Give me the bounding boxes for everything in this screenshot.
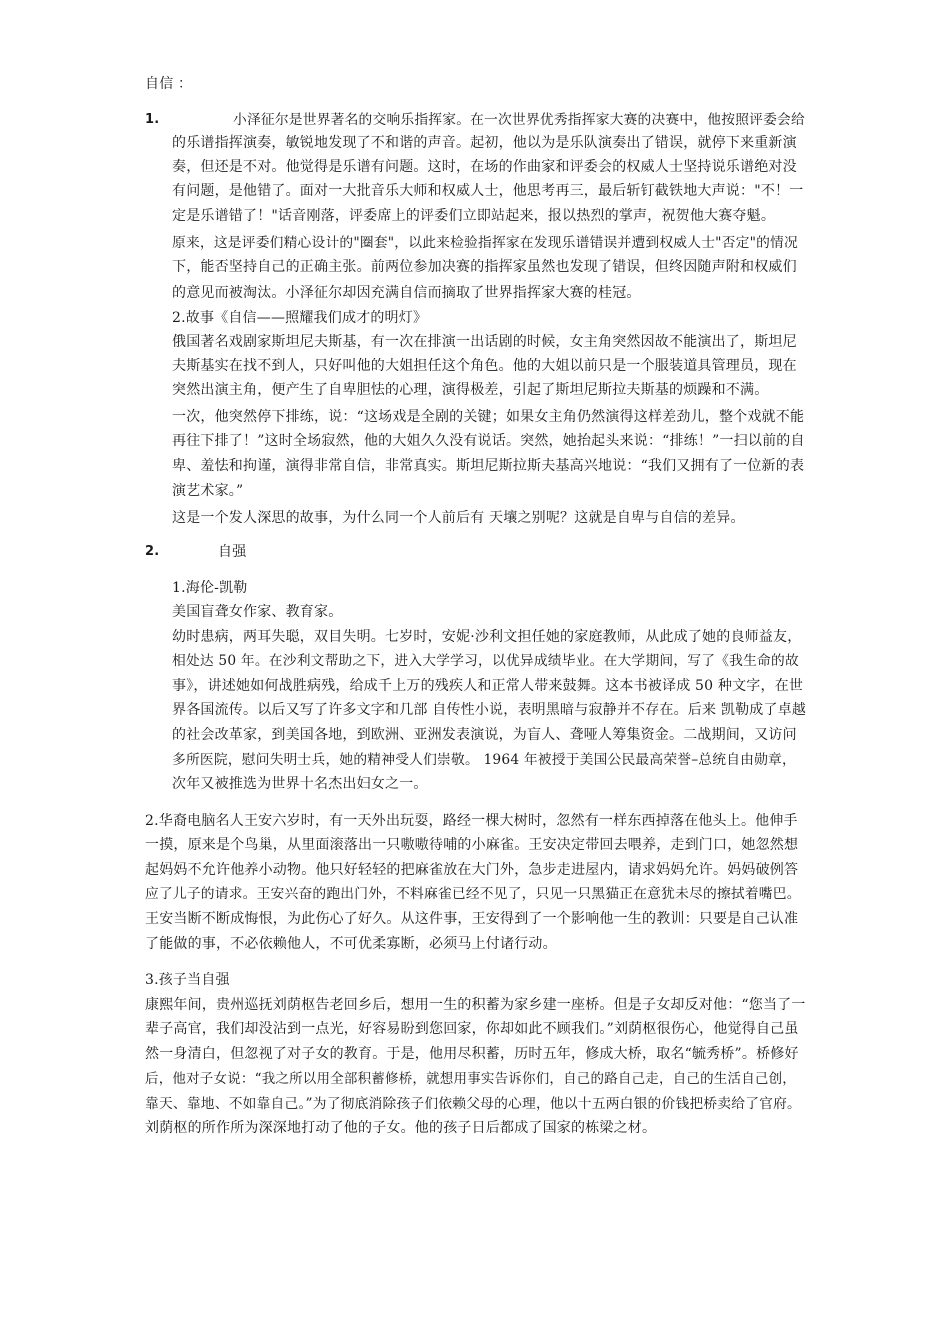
paragraph-line: 康熙年间，贵州巡抚刘荫枢告老回乡后，想用一生的积蓄为家乡建一座桥。但是子女却反对他：“您当了一: [145, 997, 806, 1013]
paragraph-line: 突然出演主角，便产生了自卑胆怯的心理，演得极差，引起了斯坦尼斯拉夫斯基的烦躁和不满。: [172, 382, 769, 398]
paragraph-line: 多所医院，慰问失明士兵，她的精神受人们崇敬。 1964 年被授于美国公民最高荣誉–总统自由勋章，: [172, 752, 796, 768]
paragraph-line: 王安当断不断成悔恨，为此伤心了好久。从这件事，王安得到了一个影响他一生的教训：只要是自己认准: [145, 911, 799, 927]
paragraph-line: 次年又被推选为世界十名杰出妇女之一。: [172, 776, 428, 792]
paragraph-line: 的乐谱指挥演奏，敏锐地发现了不和谐的声音。起初，他以为是乐队演奏出了错误，就停下来重新演: [172, 135, 797, 151]
paragraph-line: 靠天、靠地、不如靠自己。”为了彻底消除孩子们依赖父母的心理，他以十五两白银的价钱把桥卖给了官府。: [145, 1096, 802, 1112]
paragraph-line: 卑、羞怯和拘谨，演得非常自信，非常真实。斯坦尼斯拉斯夫基高兴地说：“我们又拥有了一位新的表: [172, 458, 805, 474]
paragraph-line: 一次，他突然停下排练，说：“这场戏是全剧的关键；如果女主角仍然演得这样差劲儿，整个戏就不能: [172, 409, 805, 425]
doc-title: 自信 ：: [145, 76, 193, 92]
paragraph-line: 原来，这是评委们精心设计的"圈套"，以此来检验指挥家在发现乐谱错误并遭到权威人士"否定"的情况: [172, 235, 798, 251]
paragraph-line: 这是一个发人深思的故事，为什么同一个人前后有 天壤之别呢？这就是自卑与自信的差异。: [172, 510, 745, 526]
paragraph-line: 相处达 50 年。在沙利文帮助之下，进入大学学习，以优异成绩毕业。在大学期间，写了《我生命的故: [172, 653, 799, 669]
paragraph-line: 起妈妈不允许他养小动物。他只好轻轻的把麻雀放在大门外，急步走进屋内，请求妈妈允许。妈妈破例答: [145, 862, 799, 878]
paragraph-line: 应了儿子的请求。王安兴奋的跑出门外，不料麻雀已经不见了，只见一只黑猫正在意犹未尽的擦拭着嘴巴。: [145, 886, 801, 902]
paragraph-line: 小泽征尔是世界著名的交响乐指挥家。在一次世界优秀指挥家大赛的决赛中，他按照评委会给: [233, 112, 805, 128]
section-2-number: 2.: [145, 544, 160, 559]
story-heading: 2.故事《自信——照耀我们成才的明灯》: [172, 310, 428, 326]
paragraph-line: 辈子高官，我们却没沾到一点光，好容易盼到您回家，你却如此不顾我们。”刘荫枢很伤心，他觉得自己虽: [145, 1021, 799, 1037]
paragraph-line: 了能做的事，不必依赖他人，不可优柔寡断，必须马上付诸行动。: [145, 936, 557, 952]
paragraph-line: 2.华裔电脑名人王安六岁时，有一天外出玩耍，路经一棵大树时，忽然有一样东西掉落在他头上。他伸手: [145, 813, 798, 829]
paragraph-line: 的社会改革家，到美国各地，到欧洲、亚洲发表演说，为盲人、聋哑人筹集资金。二战期间，又访问: [172, 727, 797, 743]
paragraph-line: 美国盲聋女作家、教育家。: [172, 604, 343, 620]
subsection-heading: 1.海伦-凯勒: [172, 580, 248, 596]
paragraph-line: 一摸，原来是个鸟巢，从里面滚落出一只嗷嗷待哺的小麻雀。王安决定带回去喂养，走到门口，她忽然想: [145, 837, 799, 853]
paragraph-line: 奏，但还是不对。他觉得是乐谱有问题。这时，在场的作曲家和评委会的权威人士坚持说乐谱绝对没: [172, 159, 797, 175]
paragraph-line: 夫斯基实在找不到人，只好叫他的大姐担任这个角色。他的大姐以前只是一个服装道具管理员，现在: [172, 358, 797, 374]
paragraph-line: 再往下排了！”这时全场寂然，他的大姐久久没有说话。突然，她抬起头来说：“排练！”一扫以前的自: [172, 433, 805, 449]
paragraph-line: 后，他对子女说：“我之所以用全部积蓄修桥，就想用事实告诉你们，自己的路自己走，自己的生活自己创，: [145, 1071, 797, 1087]
paragraph-line: 俄国著名戏剧家斯坦尼夫斯基，有一次在排演一出话剧的时候，女主角突然因故不能演出了，斯坦尼: [172, 334, 797, 350]
paragraph-line: 幼时患病，两耳失聪，双目失明。七岁时，安妮·沙利文担任她的家庭教师，从此成了她的良师益友，: [172, 629, 802, 645]
paragraph-line: 下，能否坚持自己的正确主张。前两位参加决赛的指挥家虽然也发现了错误，但终因随声附和权威们: [172, 259, 797, 275]
section-heading: 自强: [218, 544, 247, 560]
paragraph-line: 演艺术家。”: [172, 483, 244, 499]
subsection-heading: 3.孩子当自强: [145, 972, 230, 988]
paragraph-line: 有问题，是他错了。面对一大批音乐大师和权威人士，他思考再三，最后斩钉截铁地大声说："不！一: [172, 183, 804, 199]
paragraph-line: 刘荫枢的所作所为深深地打动了他的子女。他的孩子日后都成了国家的栋梁之材。: [145, 1120, 657, 1136]
paragraph-line: 事》，讲述她如何战胜病残，给成千上万的残疾人和正常人带来鼓舞。这本书被译成 50 种文字，在世: [172, 678, 804, 694]
paragraph-line: 的意见而被淘汰。小泽征尔却因充满自信而摘取了世界指挥家大赛的桂冠。: [172, 285, 641, 301]
paragraph-line: 然一身清白，但忽视了对子女的教育。于是，他用尽积蓄，历时五年，修成大桥，取名“毓秀桥”。桥修好: [145, 1046, 799, 1062]
paragraph-line: 定是乐谱错了！"话音刚落，评委席上的评委们立即站起来，报以热烈的掌声，祝贺他大赛夺魁。: [172, 208, 776, 224]
paragraph-line: 界各国流传。以后又写了许多文字和几部 自传性小说，表明黑暗与寂静并不存在。后来 凯勒成了卓越: [172, 702, 807, 718]
section-1-number: 1.: [145, 112, 160, 127]
